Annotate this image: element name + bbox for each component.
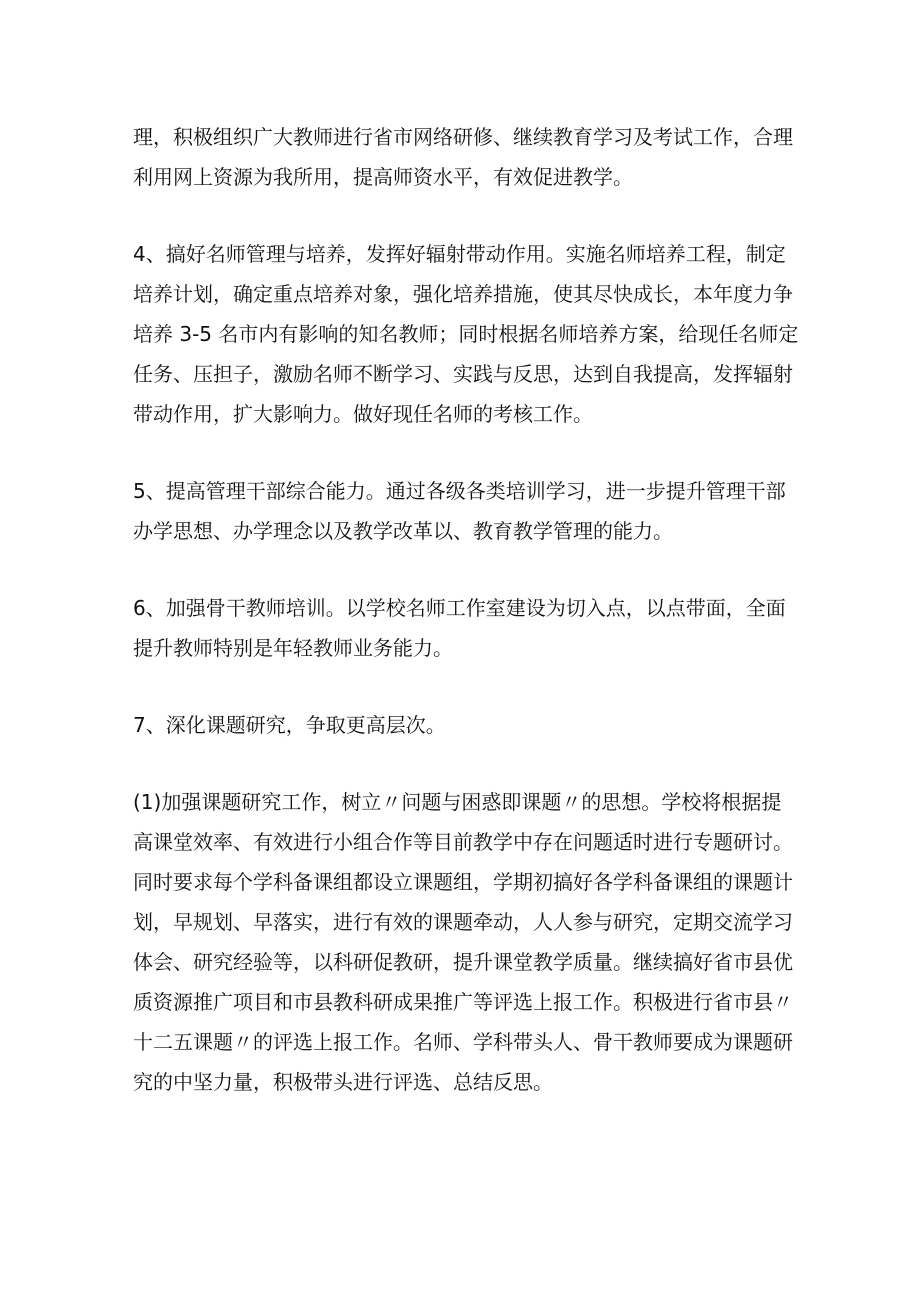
paragraph-6 bbox=[133, 782, 795, 1102]
paragraph-1 bbox=[133, 117, 795, 197]
text-line: 培养 3-5 名市内有影响的知名教师；同时根据名师培养方案，给现任名师定 bbox=[133, 322, 799, 346]
text-line: 7、深化课题研究，争取更高层次。 bbox=[133, 713, 446, 737]
text-line: 究的中坚力量，积极带头进行评选、总结反思。 bbox=[133, 1070, 553, 1094]
text-line: 培养计划，确定重点培养对象，强化培养措施，使其尽快成长，本年度力争 bbox=[133, 282, 793, 306]
text-line: 办学思想、办学理念以及教学改革以、教育教学管理的能力。 bbox=[133, 519, 673, 543]
text-line: 质资源推广项目和市县教科研成果推广等评选上报工作。积极进行省市县〃 bbox=[133, 990, 793, 1014]
text-line: 划，早规划、早落实，进行有效的课题牵动，人人参与研究，定期交流学习 bbox=[133, 910, 793, 934]
text-line: 同时要求每个学科备课组都设立课题组，学期初搞好各学科备课组的课题计 bbox=[133, 870, 793, 894]
text-line: 提升教师特别是年轻教师业务能力。 bbox=[133, 636, 453, 660]
text-line: 带动作用，扩大影响力。做好现任名师的考核工作。 bbox=[133, 402, 593, 426]
text-line: 高课堂效率、有效进行小组合作等目前教学中存在问题适时进行专题研讨。 bbox=[133, 830, 793, 854]
document-body bbox=[133, 117, 799, 1139]
text-line: 5、提高管理干部综合能力。通过各级各类培训学习，进一步提升管理干部 bbox=[133, 479, 786, 503]
text-line: 理，积极组织广大教师进行省市网络研修、继续教育学习及考试工作，合理 bbox=[133, 125, 793, 149]
text-line: 利用网上资源为我所用，提高师资水平，有效促进教学。 bbox=[133, 165, 633, 189]
text-line: (1)加强课题研究工作，树立〃问题与困惑即课题〃的思想。学校将根据提 bbox=[133, 790, 782, 814]
text-line: 十二五课题〃的评选上报工作。名师、学科带头人、骨干教师要成为课题研 bbox=[133, 1030, 793, 1054]
paragraph-2 bbox=[133, 234, 799, 434]
paragraph-3 bbox=[133, 471, 795, 551]
text-line: 6、加强骨干教师培训。以学校名师工作室建设为切入点，以点带面，全面 bbox=[133, 596, 786, 620]
text-line: 4、搞好名师管理与培养，发挥好辐射带动作用。实施名师培养工程，制定 bbox=[133, 242, 786, 266]
paragraph-4 bbox=[133, 588, 795, 668]
paragraph-5 bbox=[133, 705, 795, 745]
text-line: 体会、研究经验等，以科研促教研，提升课堂教学质量。继续搞好省市县优 bbox=[133, 950, 793, 974]
text-line: 任务、压担子，激励名师不断学习、实践与反思，达到自我提高，发挥辐射 bbox=[133, 362, 793, 386]
